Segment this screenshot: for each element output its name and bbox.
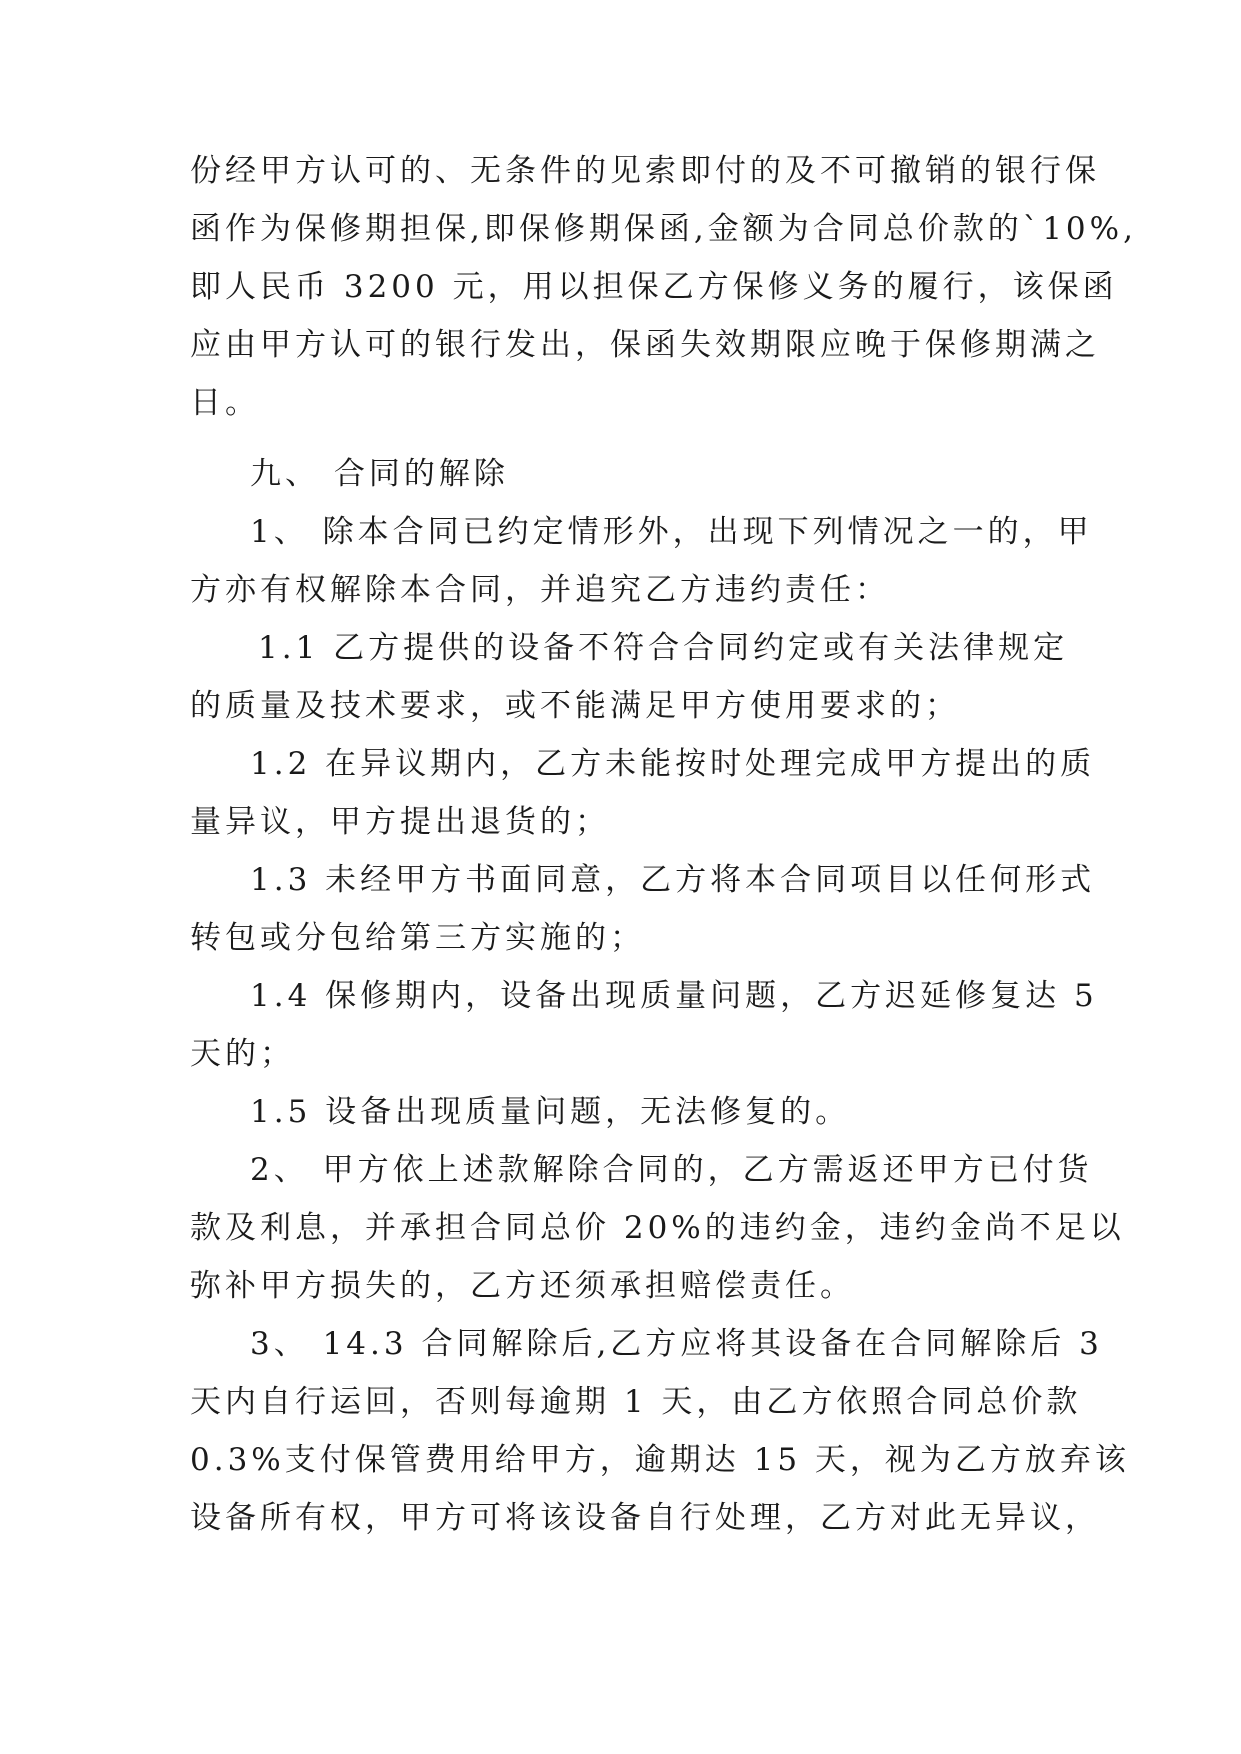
text-line: 即人民币 3200 元，用以担保乙方保修义务的履行，该保函	[190, 269, 1118, 305]
text-line: 1.5 设备出现质量问题，无法修复的。	[250, 1094, 851, 1130]
text-line: 设备所有权，甲方可将该设备自行处理，乙方对此无异议，	[190, 1500, 1100, 1536]
text-line: 天内自行运回，否则每逾期 1 天，由乙方依照合同总价款	[190, 1384, 1082, 1420]
text-line: 应由甲方认可的银行发出，保函失效期限应晚于保修期满之	[190, 327, 1100, 363]
text-line: 日。	[190, 385, 260, 421]
text-line: 转包或分包给第三方实施的；	[190, 920, 645, 956]
text-line: 弥补甲方损失的，乙方还须承担赔偿责任。	[190, 1268, 855, 1304]
text-line: 量异议，甲方提出退货的；	[190, 804, 610, 840]
text-line: 1.1 乙方提供的设备不符合合同约定或有关法律规定	[258, 630, 1069, 666]
text-line: 方亦有权解除本合同，并追究乙方违约责任：	[190, 572, 890, 608]
section-heading: 九、 合同的解除	[250, 456, 509, 492]
text-line: 款及利息，并承担合同总价 20%的违约金，违约金尚不足以	[190, 1210, 1125, 1246]
text-line: 份经甲方认可的、无条件的见索即付的及不可撤销的银行保	[190, 153, 1100, 189]
text-line: 3、 14.3 合同解除后,乙方应将其设备在合同解除后 3	[250, 1326, 1103, 1362]
text-line: 的质量及技术要求，或不能满足甲方使用要求的；	[190, 688, 960, 724]
text-line: 函作为保修期担保,即保修期保函,金额为合同总价款的`10%,	[190, 211, 1137, 247]
text-line: 1、 除本合同已约定情形外，出现下列情况之一的，甲	[250, 514, 1093, 550]
text-line: 1.4 保修期内，设备出现质量问题，乙方迟延修复达 5	[250, 978, 1098, 1014]
text-line: 天的；	[190, 1036, 295, 1072]
text-line: 1.3 未经甲方书面同意，乙方将本合同项目以任何形式	[250, 862, 1096, 898]
text-line: 2、 甲方依上述款解除合同的，乙方需返还甲方已付货	[250, 1152, 1093, 1188]
text-line: 1.2 在异议期内，乙方未能按时处理完成甲方提出的质	[250, 746, 1096, 782]
text-line: 0.3%支付保管费用给甲方，逾期达 15 天，视为乙方放弃该	[190, 1442, 1130, 1478]
